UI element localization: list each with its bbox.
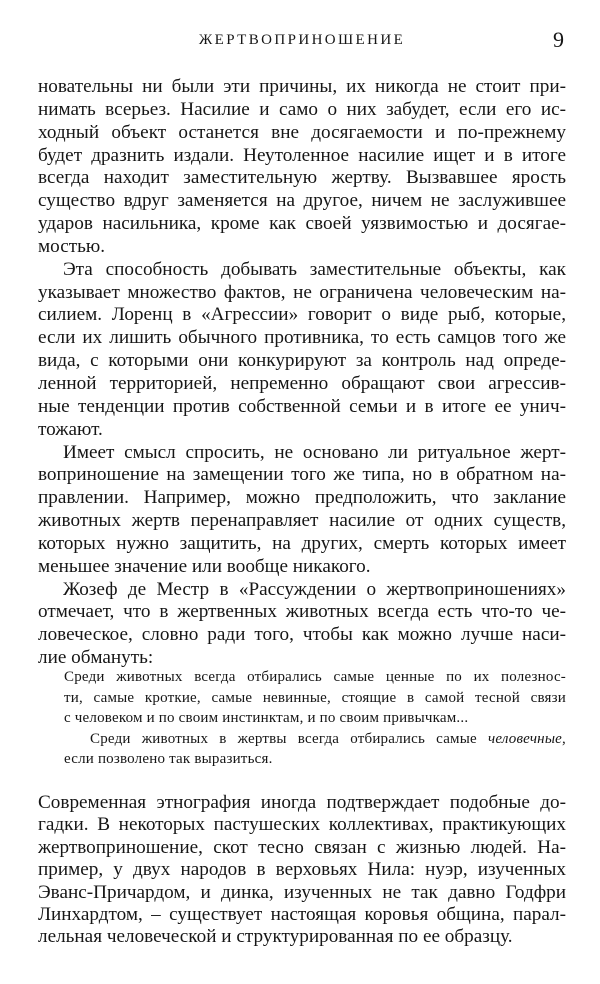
text-line: ловеческое, словно ради того, чтобы как можно лучше наси-: [38, 624, 566, 646]
text-line: новательны ни были эти причины, их никогда не стоит при-: [38, 76, 566, 97]
text-line: лие обмануть:: [38, 647, 154, 669]
text-line: гадки. В некоторых пастушеских коллективах, практикующих: [38, 814, 566, 836]
quote-line: Среди животных всегда отбирались самые ценные по их полезнос-: [64, 669, 566, 685]
quote-emphasis: человечные: [487, 730, 563, 747]
quote-line: [64, 729, 566, 750]
page-header: [38, 27, 566, 54]
text-line: всегда находит заместительную жертву. Вызвавшее ярость: [38, 167, 566, 189]
text-line: ударов насильника, кроме как своей уязвимостью и досягае-: [38, 213, 566, 235]
final-paragraph: [38, 792, 566, 949]
text-line: вида, с которыми они конкурируют за контроль над опреде-: [38, 350, 566, 372]
text-line: силием. Лоренц в «Агрессии» говорит о виде рыб, которые,: [38, 304, 566, 326]
running-title: ЖЕРТВОПРИНОШЕНИЕ: [198, 32, 406, 48]
quote-line: если позволено так выразиться.: [64, 751, 273, 768]
text-line: животных жертв перенаправляет насилие от одних существ,: [38, 510, 566, 532]
text-line: указывает множество фактов, не ограничена человеческим на-: [38, 281, 566, 303]
body-text: [38, 76, 566, 670]
text-line: Эта способность добывать заместительные объекты, как: [63, 258, 566, 280]
text-line: жертвоприношение, скот тесно связан с жизнью людей. На-: [38, 836, 566, 858]
text-line: пример, у двух народов в верховьях Нила: нуэр, изученных: [38, 859, 566, 881]
text-line: меньшее значение или вообще никакого.: [38, 555, 371, 577]
text-line: лельная человеческой и структурированная по ее образцу.: [38, 926, 513, 948]
text-line: если их лишить обычного противника, то есть самцов того же: [38, 327, 566, 349]
text-line: будет дразнить издали. Неутоленное насилие ищет и в итоге: [38, 144, 566, 166]
text-line: ходный объект останется вне досягаемости и по-прежнему: [38, 121, 566, 143]
text-line: Эванс-Причардом, и динка, изученных не так давно Годфри: [38, 881, 566, 903]
quote-text: Среди животных в жертвы всегда отбирались самые: [90, 730, 488, 747]
text-line: мостью.: [38, 235, 105, 257]
quote-line: ти, самые кроткие, самые невинные, стоящие в самой тесной связи: [64, 689, 566, 706]
page-number: 9: [553, 27, 564, 52]
block-quote: [64, 667, 566, 770]
text-line: нимать всерьез. Насилие и само о них забудет, если его ис-: [38, 98, 566, 120]
text-line: Имеет смысл спросить, не основано ли ритуальное жерт-: [63, 441, 566, 463]
text-line: тожают.: [38, 418, 103, 440]
text-line: воприношение на замещении того же типа, но в обратном на-: [38, 464, 566, 486]
text-line: существо вдруг заменяется на другое, ничем не заслужившее: [38, 190, 566, 212]
text-line: правлении. Например, можно предположить, что заклание: [38, 487, 566, 509]
quote-text: ,: [562, 730, 566, 747]
text-line: ленной территорией, непременно обращают свои агрессив-: [38, 372, 566, 394]
text-line: Современная этнография иногда подтверждает подобные до-: [38, 792, 566, 813]
text-line: Жозеф де Местр в «Рассуждении о жертвоприношениях»: [63, 578, 566, 600]
text-line: ные тенденции против собственной семьи и в итоге ее унич-: [38, 395, 566, 417]
quote-line: с человеком и по своим инстинктам, и по своим привычкам...: [64, 710, 469, 727]
text-line: Линхардтом, – существует настоящая коровья община, парал-: [38, 903, 566, 925]
text-line: которых нужно защитить, на других, смерть которых имеет: [38, 532, 566, 554]
text-line: отмечает, что в жертвенных животных всегда есть что-то че-: [38, 601, 566, 623]
